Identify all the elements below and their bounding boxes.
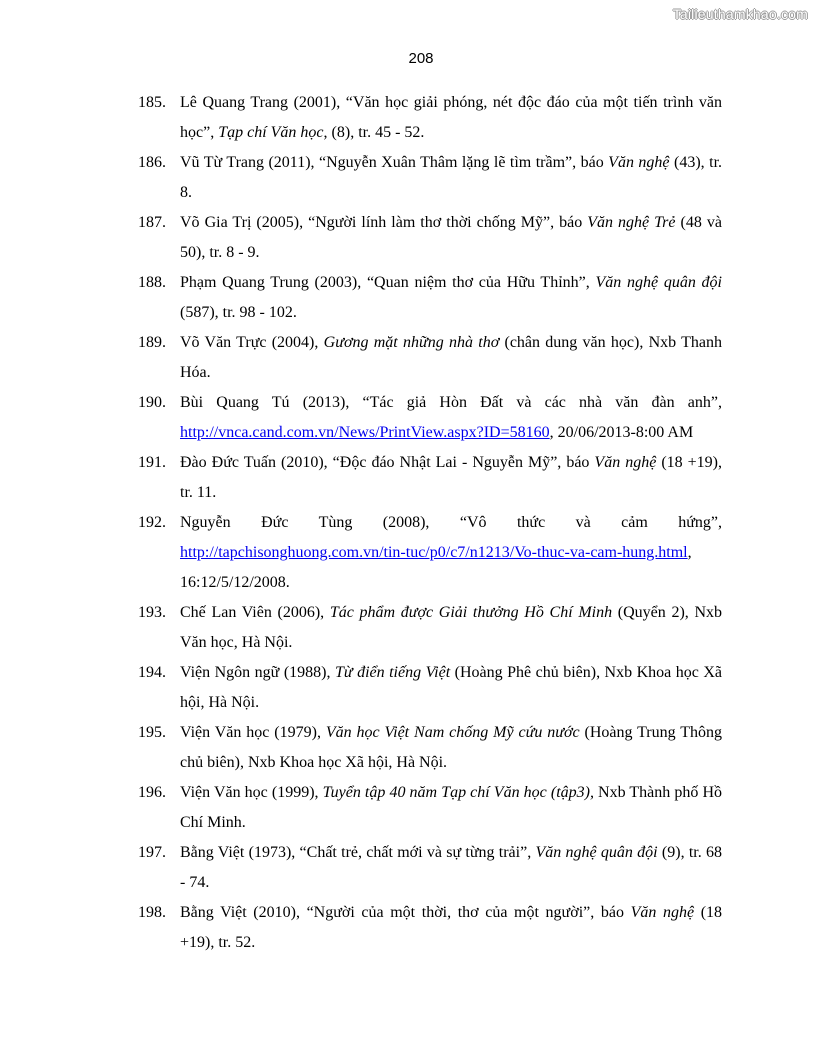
reference-text: , (8), tr. 45 - 52. <box>323 124 425 141</box>
reference-number: 188. <box>138 274 166 291</box>
reference-link[interactable]: http://tapchisonghuong.com.vn/tin-tuc/p0/c7/n1213/Vo-thuc-va-cam-hung.html <box>180 544 688 561</box>
reference-text: Vũ Từ Trang (2011), “Nguyễn Xuân Thâm lặng lẽ tìm trầm”, báo <box>180 154 609 171</box>
reference-item <box>138 778 722 838</box>
reference-text: (Hoàng Phê chủ biên), Nxb Khoa học Xã hội, Hà Nội. <box>180 664 722 711</box>
reference-number: 190. <box>138 394 166 411</box>
journal-title: Văn nghệ Trẻ <box>587 214 676 231</box>
reference-item <box>138 388 722 448</box>
journal-title: Văn nghệ <box>630 904 695 921</box>
reference-text: , 16:12/5/12/2008. <box>180 544 692 591</box>
reference-text: Võ Gia Trị (2005), “Người lính làm thơ thời chống Mỹ”, báo <box>180 214 588 231</box>
reference-link[interactable]: http://vnca.cand.com.vn/News/PrintView.aspx?ID=58160 <box>180 424 550 441</box>
reference-number: 187. <box>138 214 166 231</box>
reference-text: (chân dung văn học), Nxb Thanh Hóa. <box>180 334 723 381</box>
reference-text: Nxb Thành phố Hồ Chí Minh. <box>180 784 723 831</box>
reference-text: Viện Văn học (1979), <box>180 724 326 741</box>
reference-text: Lê Quang Trang (2001), “Văn học giải phóng, nét độc đáo của một tiến trình văn học”, <box>180 94 722 141</box>
reference-text: Võ Văn Trực (2004), <box>180 334 324 351</box>
reference-text: Đào Đức Tuấn (2010), “Độc đáo Nhật Lai - Nguyễn Mỹ”, báo <box>180 454 595 471</box>
reference-list <box>138 88 722 958</box>
reference-item <box>138 148 722 208</box>
reference-text: (18 +19), tr. 11. <box>180 454 723 501</box>
journal-title: Văn nghệ quân đội <box>535 844 658 861</box>
reference-number: 197. <box>138 844 166 861</box>
reference-number: 189. <box>138 334 166 351</box>
reference-text: Bùi Quang Tú (2013), “Tác giả Hòn Đất và các nhà văn đàn anh”, <box>180 394 722 411</box>
reference-number: 191. <box>138 454 166 471</box>
reference-number: 192. <box>138 514 166 531</box>
reference-text: (Quyển 2), Nxb Văn học, Hà Nội. <box>180 604 722 651</box>
reference-text: (18 +19), tr. 52. <box>180 904 723 951</box>
journal-title: Văn nghệ <box>608 154 670 171</box>
reference-text: Bằng Việt (2010), “Người của một thời, thơ của một người”, báo <box>180 904 631 921</box>
reference-text: Bằng Việt (1973), “Chất trẻ, chất mới và sự từng trải”, <box>180 844 536 861</box>
watermark-text: Tailieuthamkhao.com <box>672 6 808 22</box>
reference-text: (587), tr. 98 - 102. <box>180 304 297 321</box>
reference-number: 186. <box>138 154 166 171</box>
book-title: Văn học Việt Nam chống Mỹ cứu nước <box>325 724 580 741</box>
reference-item <box>138 448 722 508</box>
reference-text: , 20/06/2013-8:00 AM <box>549 424 694 441</box>
reference-text: (Hoàng Trung Thông chủ biên), Nxb Khoa học Xã hội, Hà Nội. <box>180 724 723 771</box>
book-title: Từ điển tiếng Việt <box>334 664 451 681</box>
reference-text: Nguyễn Đức Tùng (2008), “Vô thức và cảm hứng”, <box>180 514 722 531</box>
reference-item <box>138 328 722 388</box>
book-title: Gương mặt những nhà thơ <box>323 334 500 351</box>
book-title: Tác phẩm được Giải thưởng Hồ Chí Minh <box>329 604 613 621</box>
journal-title: Tạp chí Văn học <box>218 124 324 141</box>
reference-number: 198. <box>138 904 166 921</box>
reference-item <box>138 208 722 268</box>
reference-number: 185. <box>138 94 166 111</box>
reference-number: 196. <box>138 784 166 801</box>
reference-text: Viện Ngôn ngữ (1988), <box>180 664 335 681</box>
reference-item <box>138 598 722 658</box>
reference-item <box>138 718 722 778</box>
reference-text: (9), tr. 68 - 74. <box>180 844 723 891</box>
book-title: Tuyển tập 40 năm Tạp chí Văn học (tập3), <box>322 784 594 801</box>
reference-item <box>138 838 722 898</box>
reference-text: Viện Văn học (1999), <box>180 784 323 801</box>
reference-number: 193. <box>138 604 166 621</box>
reference-text: (43), tr. 8. <box>180 154 723 201</box>
reference-text: (48 và 50), tr. 8 - 9. <box>180 214 722 261</box>
journal-title: Văn nghệ quân đội <box>595 274 722 291</box>
page-number: 208 <box>408 50 434 67</box>
journal-title: Văn nghệ <box>594 454 657 471</box>
reference-number: 195. <box>138 724 166 741</box>
reference-number: 194. <box>138 664 166 681</box>
reference-item <box>138 88 722 148</box>
reference-item <box>138 898 722 958</box>
reference-text: Chế Lan Viên (2006), <box>180 604 330 621</box>
reference-item <box>138 508 722 598</box>
reference-item <box>138 268 722 328</box>
reference-text: Phạm Quang Trung (2003), “Quan niệm thơ của Hữu Thỉnh”, <box>180 274 596 291</box>
reference-item <box>138 658 722 718</box>
